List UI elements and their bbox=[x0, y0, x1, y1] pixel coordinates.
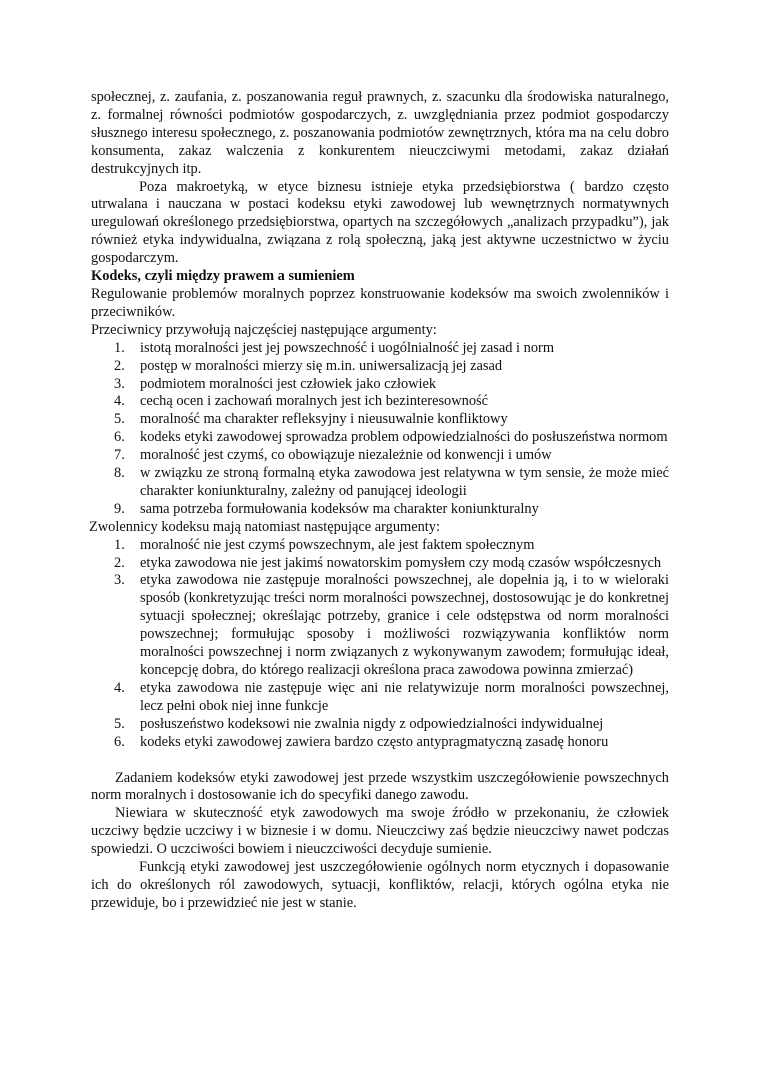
list-item bbox=[91, 680, 669, 716]
list-number: 4. bbox=[114, 393, 125, 410]
supporters-intro: Zwolennicy kodeksu mają natomiast następujące argumenty: bbox=[89, 518, 441, 535]
list-item-text: etyka zawodowa nie zastępuje moralności powszechnej, ale dopełnia ją, i to w wieloraki sposób (konkretyzując treści norm moralności powszechnej, dostosowując je do konkretnej sytuacji społecznej; określając potrzeby, granice i cele odstępstwa od norm moralności powszechnej; formułując sposoby i możliwości rozwiązywania konfliktów norm moralności powszechnej i norm związanych z wykonywanym zawodem; formułując ideał, koncepcję dobra, do którego realizacji określona praca zawodowa powinna zmierzać) bbox=[140, 572, 669, 678]
list-item-text: cechą ocen i zachowań moralnych jest ich bezinteresowność bbox=[140, 393, 489, 410]
list-item bbox=[91, 537, 669, 555]
list-item-text: etyka zawodowa nie jest jakimś nowatorskim pomysłem czy modą czasów współczesnych bbox=[140, 554, 662, 571]
list-number: 6. bbox=[114, 429, 125, 446]
list-item bbox=[91, 393, 669, 411]
list-item-text: moralność jest czymś, co obowiązuje niezależnie od konwencji i umów bbox=[140, 447, 552, 464]
list-item bbox=[91, 447, 669, 465]
list-number: 5. bbox=[114, 715, 125, 732]
list-item-text: sama potrzeba formułowania kodeksów ma charakter koniunkturalny bbox=[140, 500, 539, 517]
macroethics-paragraph: Poza makroetyką, w etyce biznesu istnieje etyka przedsiębiorstwa ( bardzo często utrwalana i nauczana w postaci kodeksu etyki zawodowej lub wewnętrznych normatywnych uregulowań określonego przedsiębiorstwa, opartych na szczegółowych „analizach przypadku”), jak również etyka indywidualna, związana z rolą społeczną, jaką jest aktywne uczestnictwo w życiu gospodarczym. bbox=[91, 178, 669, 267]
list-item bbox=[91, 376, 669, 394]
list-number: 2. bbox=[114, 357, 125, 374]
list-number: 1. bbox=[114, 339, 125, 356]
list-item bbox=[91, 716, 669, 734]
opponents-intro: Przeciwnicy przywołują najczęściej następujące argumenty: bbox=[91, 321, 437, 338]
supporters-list bbox=[91, 537, 669, 752]
list-item-text: w związku ze stroną formalną etyka zawodowa jest relatywna w tym sensie, że może mieć charakter koniunkturalny, zależny od panującej ideologii bbox=[140, 465, 669, 499]
list-item-text: kodeks etyki zawodowej sprowadza problem odpowiedzialności do posłuszeństwa normom bbox=[140, 429, 668, 446]
task-paragraph: Zadaniem kodeksów etyki zawodowej jest przede wszystkim uszczegółowienie powszechnych norm moralnych i dostosowanie ich do specyfiki danego zawodu. bbox=[91, 769, 669, 804]
section-heading: Kodeks, czyli między prawem a sumieniem bbox=[91, 268, 355, 285]
list-item-text: moralność nie jest czymś powszechnym, ale jest faktem społecznym bbox=[140, 536, 535, 553]
list-item-text: moralność ma charakter refleksyjny i nieusuwalnie konfliktowy bbox=[140, 411, 508, 428]
list-number: 8. bbox=[114, 465, 125, 482]
list-item-text: podmiotem moralności jest człowiek jako człowiek bbox=[140, 375, 437, 392]
list-item bbox=[91, 734, 669, 752]
list-number: 6. bbox=[114, 733, 125, 750]
list-item-text: etyka zawodowa nie zastępuje więc ani nie relatywizuje norm moralności powszechnej, lecz pełni obok niej inne funkcje bbox=[140, 679, 669, 714]
list-item bbox=[91, 340, 669, 358]
list-number: 1. bbox=[114, 536, 125, 553]
list-number: 5. bbox=[114, 411, 125, 428]
paragraph-spacer bbox=[91, 752, 669, 770]
list-number: 9. bbox=[114, 500, 125, 517]
list-item-text: kodeks etyki zawodowej zawiera bardzo często antypragmatyczną zasadę honoru bbox=[140, 733, 609, 750]
list-number: 4. bbox=[114, 679, 125, 696]
list-item-text: posłuszeństwo kodeksowi nie zwalnia nigdy z odpowiedzialności indywidualnej bbox=[140, 715, 604, 732]
list-item bbox=[91, 465, 669, 501]
list-item bbox=[91, 429, 669, 447]
opponents-list bbox=[91, 340, 669, 519]
list-item-text: istotą moralności jest jej powszechność i uogólnialność jej zasad i norm bbox=[140, 339, 555, 356]
list-item bbox=[91, 358, 669, 376]
list-number: 2. bbox=[114, 554, 125, 571]
list-number: 3. bbox=[114, 375, 125, 392]
list-number: 3. bbox=[114, 572, 125, 589]
regulation-paragraph: Regulowanie problemów moralnych poprzez konstruowanie kodeksów ma swoich zwolenników i przeciwników. bbox=[91, 285, 669, 320]
disbelief-paragraph: Niewiara w skuteczność etyk zawodowych ma swoje źródło w przekonaniu, że człowiek uczciwy będzie uczciwy i w biznesie i w domu. Nieuczciwy zaś będzie nieuczciwy nawet podczas spowiedzi. O uczciwości bowiem i nieuczciwości decyduje sumienie. bbox=[91, 805, 669, 858]
function-paragraph: Funkcją etyki zawodowej jest uszczegółowienie ogólnych norm etycznych i dopasowanie ich do określonych ról zawodowych, sytuacji, konfliktów, relacji, których ogólna etyka nie przewiduje, bo i przewidzieć nie jest w stanie. bbox=[91, 859, 669, 911]
intro-paragraph: społecznej, z. zaufania, z. poszanowania reguł prawnych, z. szacunku dla środowiska naturalnego, z. formalnej równości podmiotów gospodarczych, z. uwzględniania przez podmiot gospodarczy słusznego interesu społecznego, z. poszanowania podmiotów zewnętrznych, która ma na celu dobro konsumenta, zakaz walczenia z konkurentem nieuczciwymi metodami, zakaz działań destrukcyjnych itp. bbox=[91, 89, 669, 177]
list-item bbox=[91, 572, 669, 679]
list-item bbox=[91, 555, 669, 573]
list-item-text: postęp w moralności mierzy się m.in. uniwersalizacją jej zasad bbox=[140, 357, 503, 374]
list-item bbox=[91, 501, 669, 519]
list-item bbox=[91, 411, 669, 429]
list-number: 7. bbox=[114, 447, 125, 464]
